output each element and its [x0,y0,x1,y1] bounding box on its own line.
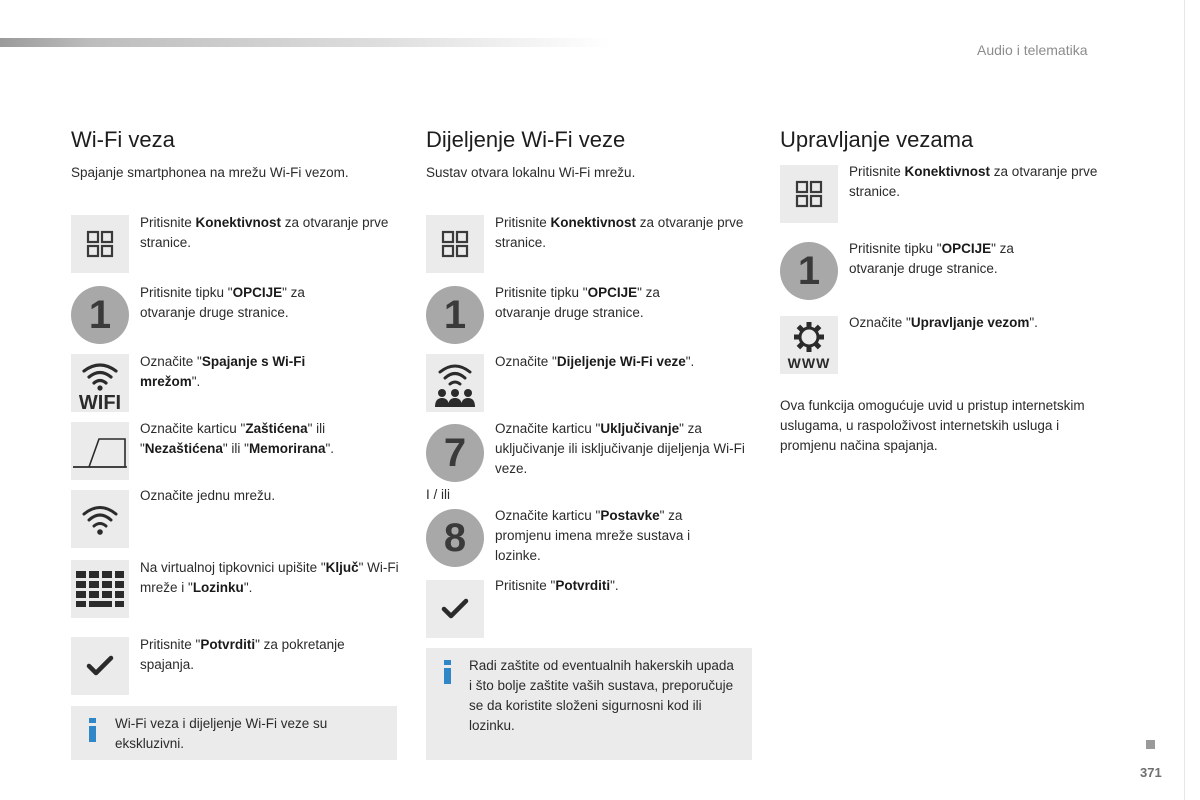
info-note [71,706,397,760]
connectivity-icon [71,215,129,273]
step-number-badge: 7 [426,424,484,482]
confirm-check-icon [71,637,129,695]
connectivity-icon [780,165,838,223]
step-text: Označite "Upravljanje vezom". [849,315,1038,330]
internet-settings-icon [780,316,838,374]
confirm-check-icon [426,580,484,638]
step-text: Pritisnite "Potvrditi" za pokretanje spajanja. [140,637,345,672]
step-number-badge: 8 [426,509,484,567]
info-icon [444,660,451,665]
or-separator: I / ili [426,487,451,502]
header-bar [0,38,610,47]
info-note-text: Wi-Fi veza i dijeljenje Wi-Fi veze su ekskluzivni. [115,716,328,751]
section-title: Audio i telematika [977,42,1088,58]
step-text: Označite karticu "Uključivanje" za uključivanje ili isključivanje dijeljenja Wi-Fi veze. [495,421,745,476]
info-note-text: Radi zaštite od eventualnih hakerskih upada i što bolje zaštite vaših sustava, preporučuje se da koristite složeni sigurnosni kod ili lozinku. [469,658,734,733]
info-icon-stem [444,668,451,684]
step-text: Označite "Dijeljenje Wi-Fi veze". [495,354,695,369]
step-text: Označite karticu "Zaštićena" ili "Nezaštićena" ili "Memorirana". [140,421,335,456]
connectivity-icon [426,215,484,273]
heading-connection-management: Upravljanje vezama [780,127,974,152]
step-text: Označite karticu "Postavke" za promjenu imena mreže sustava i lozinke. [495,508,691,563]
intro-wifi-connection: Spajanje smartphonea na mrežu Wi-Fi vezom. [71,165,349,180]
tab-icon [71,422,129,480]
step-number-badge: 1 [71,286,129,344]
step-text: Pritisnite "Potvrditi". [495,578,619,593]
step-text: Pritisnite Konektivnost za otvaranje prve stranice. [140,215,389,250]
step-text: Označite jednu mrežu. [140,488,276,503]
info-icon-stem [89,726,96,742]
step-text: Označite "Spajanje s Wi-Fi mrežom". [140,354,306,389]
page-edge-rule [1184,0,1185,800]
info-icon [89,718,96,723]
heading-wifi-connection: Wi-Fi veza [71,127,175,152]
step-text: Pritisnite tipku "OPCIJE" za otvaranje druge stranice. [140,285,305,320]
wifi-sharing-icon [426,354,484,412]
step-text: Pritisnite tipku "OPCIJE" za otvaranje druge stranice. [495,285,660,320]
wifi-label-text: WIFI [78,392,122,411]
step-number-badge: 1 [426,286,484,344]
step-number-badge: 1 [780,242,838,300]
www-label: WWW [787,355,831,371]
step-text: Na virtualnoj tipkovnici upišite "Ključ" Wi-Fi mreže i "Lozinku". [140,560,399,595]
wifi-icon [71,490,129,548]
step-text: Pritisnite tipku "OPCIJE" za otvaranje druge stranice. [849,241,1014,276]
step-text: Pritisnite Konektivnost za otvaranje prve stranice. [849,164,1098,199]
description-text: Ova funkcija omogućuje uvid u pristup internetskim uslugama, u raspoloživost internetskih usluga i promjenu načina spajanja. [780,398,1085,453]
intro-wifi-sharing: Sustav otvara lokalnu Wi-Fi mrežu. [426,165,636,180]
page-number: 371 [1140,765,1162,780]
keyboard-icon [71,560,129,618]
page-marker [1146,740,1155,749]
heading-wifi-sharing: Dijeljenje Wi-Fi veze [426,127,626,152]
wifi-label-icon [71,354,129,412]
info-note [426,648,752,760]
step-text: Pritisnite Konektivnost za otvaranje prve stranice. [495,215,744,250]
